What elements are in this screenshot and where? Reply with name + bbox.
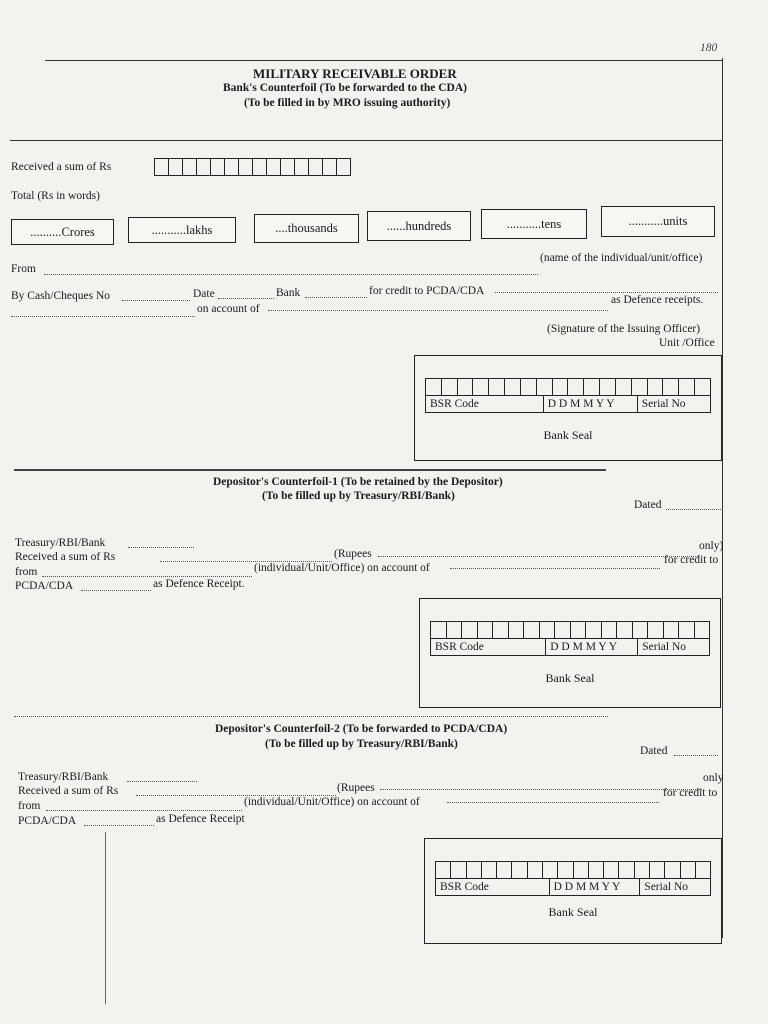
defence-receipts-label: as Defence receipts. [611,294,704,306]
total-words-label: Total (Rs in words) [11,190,100,202]
received-label-2: Received a sum of Rs [18,785,119,797]
pcda-label-1: PCDA/CDA [15,580,74,592]
cheque-no-field[interactable] [122,300,190,301]
date-code-label-3: D D M M Y Y [550,879,641,895]
header-divider [10,140,722,141]
counterfoil-1-subtitle: (To be filled up by Treasury/RBI/Bank) [262,490,455,502]
amount-figure-boxes[interactable] [154,158,351,176]
serial-no-label-3: Serial No [644,881,689,893]
bsr-code-label: BSR Code [426,396,544,412]
counterfoil-2-subtitle: (To be filled up by Treasury/RBI/Bank) [265,738,458,750]
bank-seal-box-1 [414,355,722,461]
right-border-line [722,58,723,938]
pcda-label-2: PCDA/CDA [18,815,77,827]
form-title: MILITARY RECEIVABLE ORDER [253,66,457,81]
bank-seal-label-3: Bank Seal [548,905,598,919]
bank-seal-label: Bank Seal [543,428,593,442]
only-label-1: only) [699,540,724,552]
crores-box[interactable]: ..........Crores [11,219,114,245]
thousands-box[interactable]: ....thousands [254,214,359,243]
rupees-label-1: (Rupees [334,548,372,560]
account-field-2[interactable] [447,802,659,803]
credit-label-1: for credit to [664,554,719,566]
bank-field[interactable] [305,297,367,298]
from-label: From [11,263,36,275]
date-code-label-2: D D M M Y Y [546,639,638,655]
credit-field[interactable] [495,292,718,293]
serial-no-label-2: Serial No [642,641,687,653]
only-label-2: only [703,772,724,784]
from-field-1[interactable] [42,576,252,577]
from-label-2: from [18,800,41,812]
bsr-code-table-2[interactable] [430,621,710,656]
counterfoil-1-title: Depositor's Counterfoil-1 (To be retained by the Depositor) [213,476,503,488]
bsr-code-label-3: BSR Code [436,879,550,895]
treasury-field-2[interactable] [127,781,197,782]
amount-detail-field[interactable] [11,316,195,317]
individual-label-1: (individual/Unit/Office) on account of [254,562,430,574]
counterfoil-2-title: Depositor's Counterfoil-2 (To be forwarded to PCDA/CDA) [215,723,508,735]
form-subtitle-2: (To be filled in by MRO issuing authority) [244,97,451,109]
individual-label-2: (individual/Unit/Office) on account of [244,796,420,808]
date-label: Date [193,288,215,300]
pcda-field-2[interactable] [84,825,154,826]
dated-field-2[interactable] [674,755,718,756]
defence-label-2: as Defence Receipt [156,813,245,825]
lakhs-box[interactable]: ...........lakhs [128,217,236,243]
pcda-field-1[interactable] [81,590,151,591]
form-subtitle: Bank's Counterfoil (To be forwarded to the CDA) [223,82,467,94]
received-label: Received a sum of Rs [11,161,112,173]
account-field-1[interactable] [450,568,660,569]
rupees-field-2[interactable] [380,789,702,790]
left-margin-line [105,832,106,1004]
from-label-1: from [15,566,38,578]
received-label-1: Received a sum of Rs [15,551,116,563]
dated-label-2: Dated [640,745,668,757]
hundreds-box[interactable]: ......hundreds [367,211,471,241]
section-divider-2 [14,716,608,717]
credit-label: for credit to PCDA/CDA [369,285,485,297]
bank-seal-label-2: Bank Seal [545,671,595,685]
dated-field-1[interactable] [666,509,723,510]
rupees-label-2: (Rupees [337,782,375,794]
credit-label-2: for credit to [663,787,718,799]
bank-seal-box-3 [424,838,722,944]
treasury-field-1[interactable] [128,547,194,548]
on-account-field[interactable] [268,310,608,311]
date-code-label: D D M M Y Y [544,396,638,412]
rupees-field-1[interactable] [378,556,698,557]
date-field[interactable] [218,298,274,299]
serial-no-label: Serial No [641,398,686,410]
unit-office-label: Unit /Office [659,337,715,349]
dated-label-1: Dated [634,499,662,511]
bsr-code-label-2: BSR Code [431,639,546,655]
from-field[interactable] [44,274,538,275]
treasury-label-2: Treasury/RBI/Bank [18,771,109,783]
top-border-line [45,60,723,61]
bank-seal-box-2 [419,598,721,708]
bank-label: Bank [276,287,301,299]
units-box[interactable]: ...........units [601,206,715,237]
on-account-label: on account of [197,303,260,315]
section-divider-1 [14,469,606,471]
bsr-code-table-3[interactable] [435,861,711,896]
defence-label-1: as Defence Receipt. [153,578,245,590]
treasury-label-1: Treasury/RBI/Bank [15,537,106,549]
bsr-code-table[interactable] [425,378,711,413]
corner-mark: 180 [700,42,718,54]
cash-cheques-label: By Cash/Cheques No [11,290,111,302]
name-label: (name of the individual/unit/office) [540,252,703,264]
from-field-2[interactable] [46,810,242,811]
tens-box[interactable]: ...........tens [481,209,587,239]
signature-label: (Signature of the Issuing Officer) [547,323,701,335]
